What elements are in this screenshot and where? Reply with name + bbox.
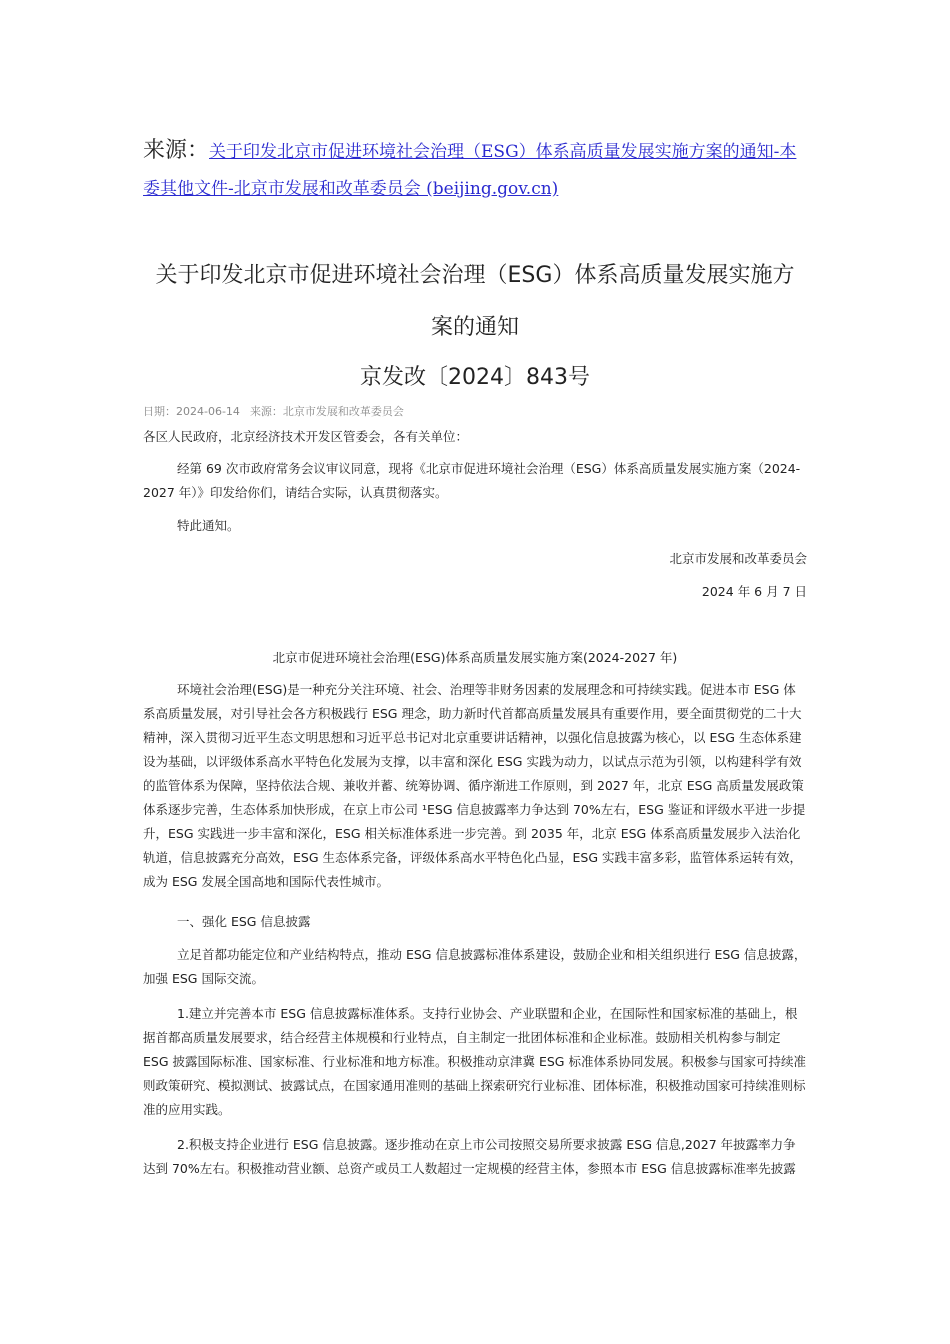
meta-date: 日期：2024-06-14 bbox=[143, 405, 240, 418]
notice-body: 经第 69 次市政府常务会议审议同意，现将《北京市促进环境社会治理（ESG）体系高质量发展实施方案（2024-2027 年）》印发给你们，请结合实际，认真贯彻落实。 bbox=[143, 461, 801, 500]
section1-heading: 一、强化 ESG 信息披露 bbox=[177, 914, 311, 929]
plan-heading: 北京市促进环境社会治理(ESG)体系高质量发展实施方案(2024-2027 年) bbox=[272, 650, 678, 665]
source-link[interactable]: 关于印发北京市促进环境社会治理（ESG）体系高质量发展实施方案的通知-本委其他文件-北京市发展和改革委员会 (beijing.gov.cn) bbox=[143, 142, 797, 199]
doc-meta bbox=[143, 403, 414, 419]
notice-addressee: 各区人民政府，北京经济技术开发区管委会，各有关单位： bbox=[143, 429, 469, 444]
doc-number: 京发改〔2024〕843号 bbox=[360, 365, 590, 390]
section1-item1: 1.建立并完善本市 ESG 信息披露标准体系。支持行业协会、产业联盟和企业，在国际性和国家标准的基础上，根据首都高质量发展要求，结合经营主体规模和行业特点，自主制定一批团体标准和企业标准。鼓励相关机构参与制定 ESG 披露国际标准、国家标准、行业标准和地方标准。积极推动京津冀 ESG 标准体系协同发展。积极参与国家可持续准则政策研究、模拟测试、披露试点，在国家通用准则的基础上探索研究行业标准、团体标准，积极推动国家可持续准则标准的应用实践。 bbox=[143, 1006, 806, 1117]
notice-issuer: 北京市发展和改革委员会 bbox=[669, 551, 807, 566]
notice-date: 2024 年 6 月 7 日 bbox=[701, 584, 807, 599]
section1-intro: 立足首都功能定位和产业结构特点，推动 ESG 信息披露标准体系建设，鼓励企业和相关组织进行 ESG 信息披露，加强 ESG 国际交流。 bbox=[143, 947, 807, 986]
plan-intro: 环境社会治理(ESG)是一种充分关注环境、社会、治理等非财务因素的发展理念和可持续实践。促进本市 ESG 体系高质量发展，对引导社会各方积极践行 ESG 理念，助力新时代首都高质量发展具有重要作用，要全面贯彻党的二十大精神，深入贯彻习近平生态文明思想和习近平总书记对北京重要讲话精神，以强化信息披露为核心，以 ESG 生态体系建设为基础，以评级体系高水平特色化发展为支撑，以丰富和深化 ESG 实践为动力，以试点示范为引领，以构建科学有效的监管体系为保障，坚持依法合规、兼收并蓄、统筹协调、循序渐进工作原则，到 2027 年，北京 ESG 高质量发展政策体系逐步完善，生态体系加快形成，在京上市公司 ¹ESG 信息披露率力争达到 70%左右，ESG 鉴证和评级水平进一步提升，ESG 实践进一步丰富和深化，ESG 相关标准体系进一步完善。到 2035 年，北京 ESG 体系高质量发展步入法治化轨道，信息披露充分高效，ESG 生态体系完备，评级体系高水平特色化凸显，ESG 实践丰富多彩，监管体系运转有效，成为 ESG 发展全国高地和国际代表性城市。 bbox=[143, 682, 806, 889]
meta-source: 来源：北京市发展和改革委员会 bbox=[249, 405, 404, 418]
source-label: 来源： bbox=[143, 138, 210, 163]
notice-closing: 特此通知。 bbox=[177, 518, 240, 533]
section1-item2: 2.积极支持企业进行 ESG 信息披露。逐步推动在京上市公司按照交易所要求披露 ESG 信息,2027 年披露率力争达到 70%左右。积极推动营业额、总资产或员工人数超过一定规模的经营主体，参照本市 ESG 信息披露标准率先披露 bbox=[143, 1137, 796, 1176]
source-line bbox=[143, 133, 813, 207]
doc-title-line1: 关于印发北京市促进环境社会治理（ESG）体系高质量发展实施方 bbox=[155, 263, 795, 288]
doc-title-line2: 案的通知 bbox=[430, 315, 519, 340]
